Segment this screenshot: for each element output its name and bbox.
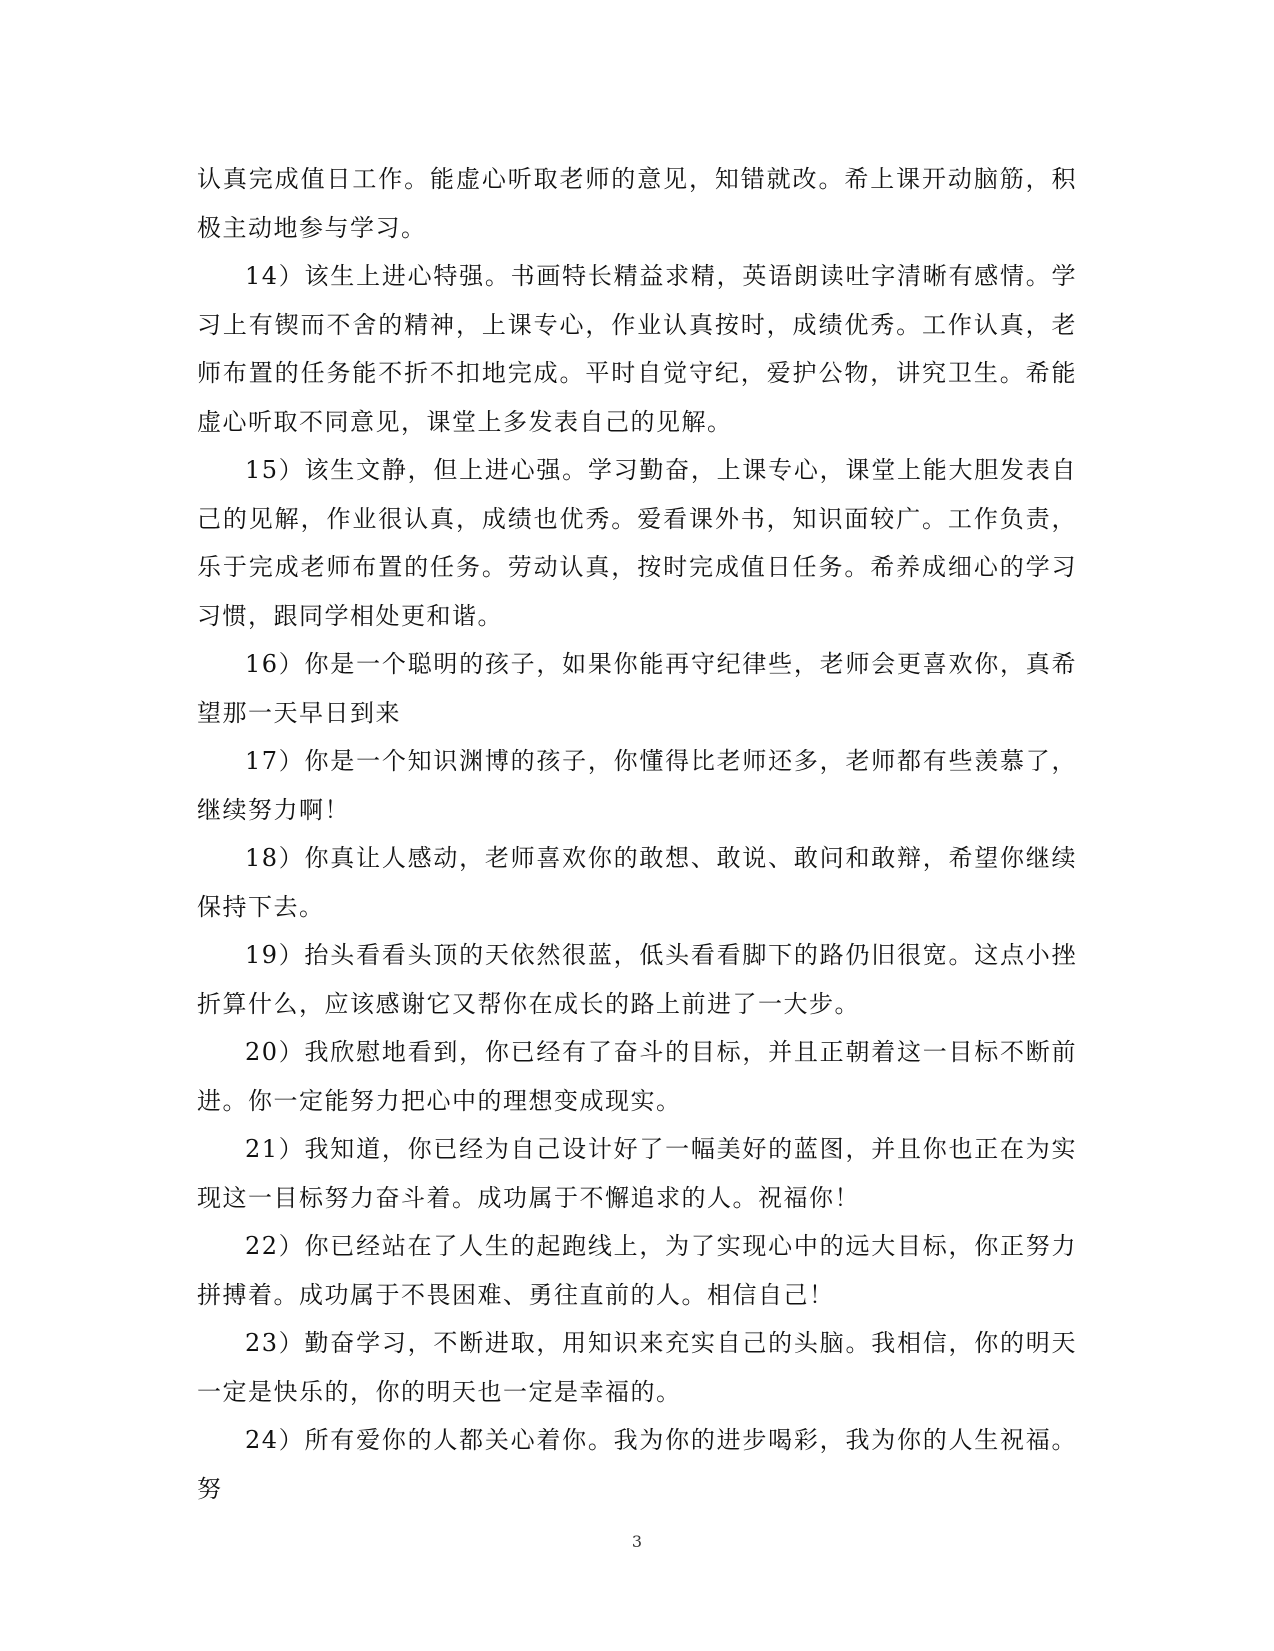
paragraph-comment-20: 20）我欣慰地看到，你已经有了奋斗的目标，并且正朝着这一目标不断前进。你一定能努力把心中的理想变成现实。 xyxy=(197,1038,1077,1115)
paragraph-comment-24: 24）所有爱你的人都关心着你。我为你的进步喝彩，我为你的人生祝福。努 xyxy=(197,1426,1077,1503)
paragraph-continuation: 认真完成值日工作。能虚心听取老师的意见，知错就改。希上课开动脑筋，积极主动地参与学习。 xyxy=(197,165,1077,242)
paragraph-comment-22: 22）你已经站在了人生的起跑线上，为了实现心中的远大目标，你正努力拼搏着。成功属于不畏困难、勇往直前的人。相信自己！ xyxy=(197,1232,1077,1309)
paragraph-comment-15: 15）该生文静，但上进心强。学习勤奋，上课专心，课堂上能大胆发表自己的见解，作业很认真，成绩也优秀。爱看课外书，知识面较广。工作负责，乐于完成老师布置的任务。劳动认真，按时完成值日任务。希养成细心的学习习惯，跟同学相处更和谐。 xyxy=(197,456,1077,630)
paragraph-comment-23: 23）勤奋学习，不断进取，用知识来充实自己的头脑。我相信，你的明天一定是快乐的，你的明天也一定是幸福的。 xyxy=(197,1329,1077,1406)
page-number: 3 xyxy=(631,1532,643,1551)
paragraph-comment-14: 14）该生上进心特强。书画特长精益求精，英语朗读吐字清晰有感情。学习上有锲而不舍的精神，上课专心，作业认真按时，成绩优秀。工作认真，老师布置的任务能不折不扣地完成。平时自觉守纪，爱护公物，讲究卫生。希能虚心听取不同意见，课堂上多发表自己的见解。 xyxy=(197,262,1077,436)
paragraph-comment-19: 19）抬头看看头顶的天依然很蓝，低头看看脚下的路仍旧很宽。这点小挫折算什么，应该感谢它又帮你在成长的路上前进了一大步。 xyxy=(197,941,1077,1018)
paragraph-comment-17: 17）你是一个知识渊博的孩子，你懂得比老师还多，老师都有些羡慕了，继续努力啊！ xyxy=(197,747,1077,824)
paragraph-comment-21: 21）我知道，你已经为自己设计好了一幅美好的蓝图，并且你也正在为实现这一目标努力奋斗着。成功属于不懈追求的人。祝福你！ xyxy=(197,1135,1077,1212)
page-body xyxy=(197,155,1077,1513)
paragraph-comment-16: 16）你是一个聪明的孩子，如果你能再守纪律些，老师会更喜欢你，真希望那一天早日到来 xyxy=(197,650,1077,727)
paragraph-comment-18: 18）你真让人感动，老师喜欢你的敢想、敢说、敢问和敢辩，希望你继续保持下去。 xyxy=(197,844,1077,921)
